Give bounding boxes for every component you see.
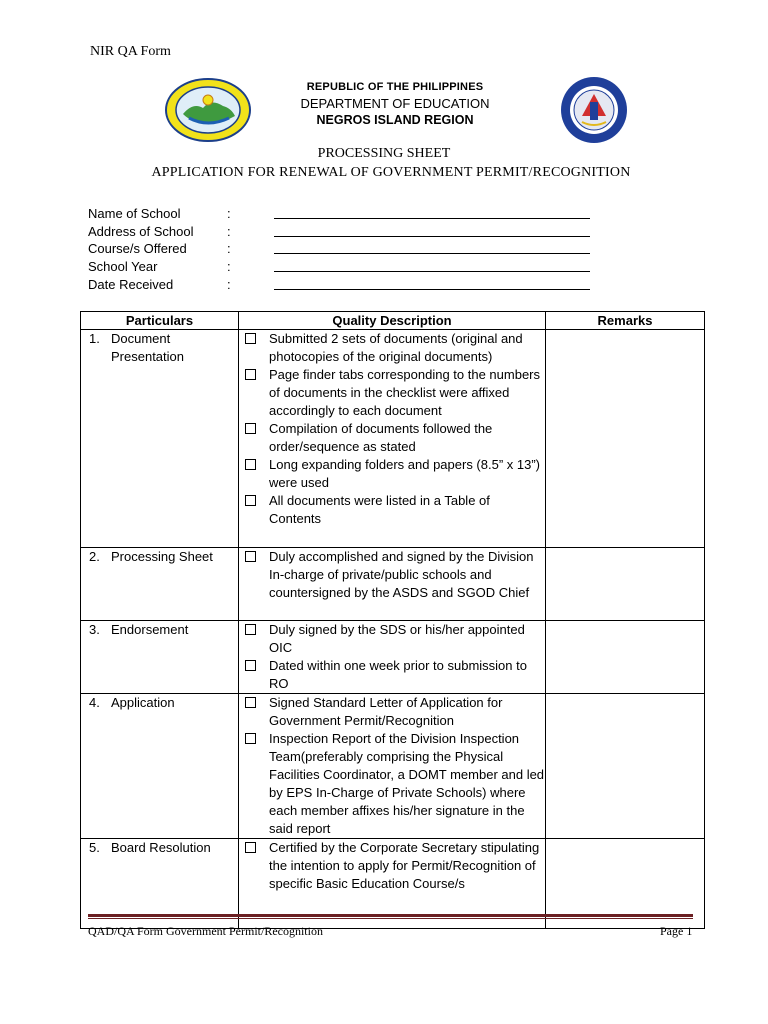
sheet-title: PROCESSING SHEET (317, 146, 451, 161)
deped-seal-icon (560, 76, 628, 144)
row-number: 3. (89, 622, 100, 637)
criterion-text: Compilation of documents followed the order/sequence as stated (269, 421, 493, 454)
remarks-cell[interactable] (546, 621, 705, 694)
checkbox[interactable] (245, 660, 256, 671)
particular-label: Board Resolution (111, 840, 211, 855)
particular-cell (81, 548, 239, 621)
criterion-text: Page finder tabs corresponding to the numbers of documents in the checklist were affixed accordingly to each document (269, 367, 541, 418)
qa-checklist-table (80, 311, 705, 929)
info-label: Name of School (88, 206, 181, 221)
info-colon: : (227, 241, 231, 257)
info-colon: : (227, 223, 231, 239)
particular-label: Endorsement (111, 622, 189, 637)
checkbox[interactable] (245, 733, 256, 744)
info-blank-line[interactable] (274, 271, 590, 272)
criterion-text: Dated within one week prior to submission to RO (269, 658, 527, 691)
table-row (81, 694, 705, 839)
row-number: 1. (89, 331, 100, 346)
criterion-text: Duly accomplished and signed by the Division In-charge of private/public schools and countersigned by the ASDS and SGOD Chief (269, 549, 534, 600)
row-number: 2. (89, 549, 100, 564)
row-number: 5. (89, 840, 100, 855)
footer-rule-thick (88, 914, 693, 917)
header-republic: REPUBLIC OF THE PHILIPPINES (306, 81, 484, 93)
criterion-text: Certified by the Corporate Secretary stipulating the intention to apply for Permit/Recognition of specific Basic Education Course/s (269, 840, 540, 891)
sheet-subtitle: APPLICATION FOR RENEWAL OF GOVERNMENT PERMIT/RECOGNITION (151, 165, 631, 180)
footer-form-title: QAD/QA Form Government Permit/Recognition (88, 924, 323, 938)
checkbox[interactable] (245, 495, 256, 506)
criterion-text: Inspection Report of the Division Inspection Team(preferably comprising the Physical Facilities Coordinator, a DOMT member and led by EPS In-Charge of Private Schools) where each member affixes his/her signature in the said report (269, 731, 545, 836)
quality-cell (239, 694, 546, 839)
checkbox[interactable] (245, 697, 256, 708)
info-colon: : (227, 259, 231, 275)
remarks-cell[interactable] (546, 694, 705, 839)
criterion-text: All documents were listed in a Table of Contents (269, 493, 490, 526)
table-row (81, 548, 705, 621)
header-department: DEPARTMENT OF EDUCATION (300, 96, 490, 111)
info-colon: : (227, 276, 231, 292)
particular-cell (81, 621, 239, 694)
checkbox[interactable] (245, 369, 256, 380)
particular-label: Processing Sheet (111, 549, 213, 564)
info-label: Address of School (88, 223, 194, 239)
criterion-text: Submitted 2 sets of documents (original and photocopies of the original documents) (269, 331, 523, 364)
checkbox[interactable] (245, 423, 256, 434)
checkbox[interactable] (245, 842, 256, 853)
page-number: Page 1 (660, 924, 693, 938)
table-header-row (81, 312, 705, 330)
negros-island-region-seal-icon (165, 78, 251, 142)
checkbox[interactable] (245, 551, 256, 562)
particular-label: Application (111, 695, 175, 710)
table-row (81, 330, 705, 548)
quality-cell (239, 330, 546, 548)
remarks-cell[interactable] (546, 548, 705, 621)
info-colon: : (227, 206, 231, 221)
info-label: Course/s Offered (88, 241, 187, 257)
form-code: NIR QA Form (90, 44, 171, 59)
info-blank-line[interactable] (274, 218, 590, 219)
info-blank-line[interactable] (274, 253, 590, 254)
footer-rule-thin (88, 918, 693, 919)
header-quality-description: Quality Description (239, 312, 546, 330)
info-label: School Year (88, 259, 158, 275)
checkbox[interactable] (245, 624, 256, 635)
particular-cell (81, 330, 239, 548)
particular-cell (81, 694, 239, 839)
info-label: Date Received (88, 276, 174, 292)
criterion-text: Duly signed by the SDS or his/her appointed OIC (269, 622, 525, 655)
checkbox[interactable] (245, 333, 256, 344)
header-particulars: Particulars (81, 312, 239, 330)
info-blank-line[interactable] (274, 236, 590, 237)
header-region: NEGROS ISLAND REGION (316, 113, 474, 127)
quality-cell (239, 621, 546, 694)
table-row (81, 621, 705, 694)
info-blank-line[interactable] (274, 289, 590, 290)
criterion-text: Long expanding folders and papers (8.5” x 13”) were used (269, 457, 541, 490)
criterion-text: Signed Standard Letter of Application for Government Permit/Recognition (269, 695, 503, 728)
particular-label: Document Presentation (111, 331, 184, 364)
checkbox[interactable] (245, 459, 256, 470)
row-number: 4. (89, 695, 100, 710)
header-remarks: Remarks (546, 312, 705, 330)
quality-cell (239, 548, 546, 621)
agency-header (250, 80, 540, 129)
remarks-cell[interactable] (546, 330, 705, 548)
